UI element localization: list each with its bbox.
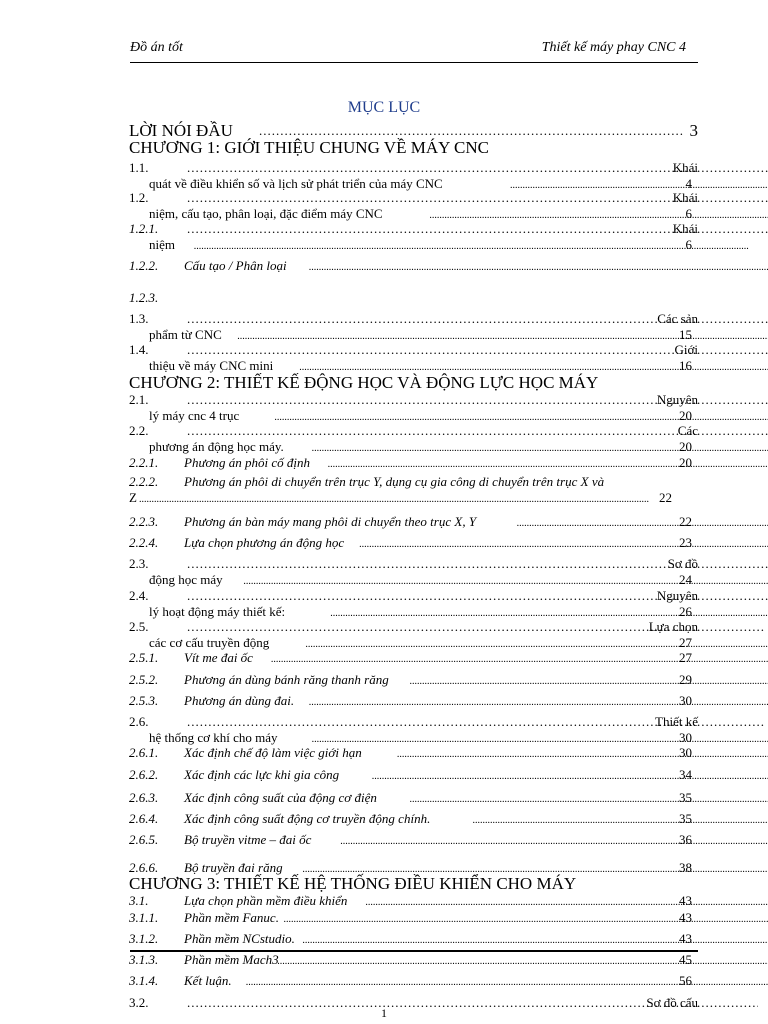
entry-text: Phương án dùng đai. (184, 693, 295, 708)
dot-leader (299, 360, 768, 376)
page-ref: 30 (679, 745, 692, 760)
toc-title: MỤC LỤC (347, 99, 421, 116)
entry-number: 1.2.2. (129, 258, 159, 273)
entry-text: lý máy cnc 4 trục (149, 408, 240, 423)
page-ref: 16 (679, 358, 692, 373)
entry-text: Lựa chọn phần mềm điều khiển (184, 893, 348, 908)
entry-number: 1.2.3. (129, 290, 159, 305)
entry-number: 2.4. (129, 588, 149, 603)
page-ref: 6 (685, 206, 692, 221)
header-left: Đồ án tốt (130, 40, 183, 55)
page-ref: 30 (679, 693, 692, 708)
page-ref: 43 (679, 893, 692, 908)
entry-number: 1.4. (129, 342, 149, 357)
entry-text: Phương án phôi di chuyển trên trục Y, dụng cụ gia công di chuyển trên trục X và (184, 474, 605, 489)
entry-heading: Sơ đồ cấu (646, 995, 698, 1010)
entry-number: 2.6. (129, 714, 149, 729)
page-ref: 27 (679, 635, 692, 650)
chapter-title: CHƯƠNG 1: GIỚI THIỆU CHUNG VỀ MÁY CNC (129, 138, 489, 157)
dot-leader (365, 895, 768, 911)
page-ref: 20 (679, 408, 692, 423)
entry-number: 3.1.1. (129, 910, 159, 925)
dot-leader (271, 652, 768, 668)
dot-leader (302, 933, 768, 949)
entry-heading: Nguyên (656, 588, 698, 603)
entry-number: 2.5.2. (129, 672, 159, 687)
dot-leader (359, 537, 768, 553)
entry-number: 1.3. (129, 311, 149, 326)
page-ref: 29 (679, 672, 692, 687)
entry-text: phẩm từ CNC (149, 327, 222, 342)
entry-text: Bộ truyền vitme – đai ốc (184, 832, 312, 847)
page-ref: 20 (679, 455, 692, 470)
dot-leader (397, 747, 768, 763)
entry-heading: Nguyên (656, 392, 698, 407)
page-ref: 34 (679, 767, 692, 782)
entry-heading: Khái (672, 190, 698, 205)
chapter-title: CHƯƠNG 3: THIẾT KẾ HỆ THỐNG ĐIỀU KHIỂN CHO MÁY (129, 874, 577, 893)
page-ref: 27 (679, 650, 692, 665)
entry-text: động học máy (149, 572, 223, 587)
page-ref: 6 (685, 237, 692, 252)
dot-leader (305, 637, 768, 653)
entry-number: 2.6.2. (129, 767, 159, 782)
entry-text-cont: Z (129, 490, 137, 505)
entry-text: Bộ truyền đai răng (184, 860, 283, 875)
dot-leader (284, 912, 768, 928)
entry-number: 2.2. (129, 423, 149, 438)
entry-number: 2.3. (129, 556, 149, 571)
entry-text: Lựa chọn phương án động học (184, 535, 345, 550)
entry-heading: Giới (674, 342, 698, 357)
page-ref: 36 (679, 832, 692, 847)
page-ref: 56 (679, 973, 692, 988)
entry-heading: Thiết kế (655, 714, 698, 729)
entry-text: Xác định các lực khi gia công (184, 767, 340, 782)
entry-text: Phương án bàn máy mang phôi di chuyển theo trục X, Y (184, 514, 477, 529)
entry-text: Xác định chế độ làm việc giới hạn (184, 745, 362, 760)
page-ref: 24 (679, 572, 692, 587)
page-ref: 23 (679, 535, 692, 550)
entry-text: Xác định công suất của động cơ điện (184, 790, 377, 805)
entry-text: Cấu tạo / Phân loại (184, 258, 287, 273)
dot-leader (517, 516, 768, 532)
entry-text: hệ thống cơ khí cho máy (149, 730, 278, 745)
dot-leader (372, 769, 768, 785)
entry-text: Phương án dùng bánh răng thanh răng (184, 672, 389, 687)
entry-text: các cơ cấu truyền động (149, 635, 270, 650)
entry-text: quát về điều khiển số và lịch sử phát triển của máy CNC (149, 176, 443, 191)
entry-text: lý hoạt động máy thiết kế: (149, 604, 286, 619)
entry-text: Vít me đai ốc (184, 650, 253, 665)
entry-number: 2.5. (129, 619, 149, 634)
dot-leader (309, 260, 768, 276)
page-ref: 38 (679, 860, 692, 875)
entry-number: 3.1.3. (129, 952, 159, 967)
page-ref: 22 (679, 514, 692, 529)
page-ref: 43 (679, 910, 692, 925)
page-header (130, 38, 698, 63)
page-ref: 43 (679, 931, 692, 946)
page-ref: 26 (679, 604, 692, 619)
entry-text: Xác định công suất động cơ truyền động chính. (184, 811, 431, 826)
entry-heading: Các (677, 423, 698, 438)
dot-leader (194, 239, 768, 255)
page-ref: 3 (689, 121, 698, 140)
entry-text: Phần mềm Fanuc. (184, 910, 279, 925)
page-ref: 45 (679, 952, 692, 967)
entry-number: 3.1.2. (129, 931, 159, 946)
entry-number: 3.2. (129, 995, 149, 1010)
dot-leader (328, 457, 768, 473)
entry-text: Phương án phôi cố định (184, 455, 310, 470)
entry-number: 2.2.1. (129, 455, 159, 470)
entry-heading: Các sản (657, 311, 698, 326)
dot-leader (312, 732, 768, 748)
entry-number: 1.1. (129, 160, 149, 175)
entry-text: thiệu về máy CNC mini (149, 358, 274, 373)
entry-number: 1.2.1. (129, 221, 159, 236)
entry-number: 2.5.3. (129, 693, 159, 708)
entry-number: 2.6.3. (129, 790, 159, 805)
page-ref: 4 (685, 176, 692, 191)
page-ref: 15 (679, 327, 692, 342)
entry-number: 2.6.4. (129, 811, 159, 826)
entry-number: 3.1. (129, 893, 149, 908)
chapter-title: CHƯƠNG 2: THIẾT KẾ ĐỘNG HỌC VÀ ĐỘNG LỰC HỌC MÁY (129, 373, 599, 392)
page-ref: 20 (679, 439, 692, 454)
dot-leader (309, 695, 768, 711)
entry-number: 2.2.2. (129, 474, 159, 489)
entry-text: phương án động học máy. (149, 439, 284, 454)
entry-text: Phần mềm NCstudio. (184, 931, 295, 946)
entry-heading: Lựa chọn (648, 619, 698, 634)
page-ref: 35 (679, 811, 692, 826)
header-right: Thiết kế máy phay CNC 4 (541, 40, 686, 55)
entry-number: 3.1.4. (129, 973, 159, 988)
page-ref: 30 (679, 730, 692, 745)
entry-number: 2.6.6. (129, 860, 159, 875)
entry-text: Phần mềm Mach3 (184, 952, 279, 967)
dot-leader (139, 492, 649, 508)
page-number: 1 (381, 1006, 387, 1020)
dot-leader (340, 834, 768, 850)
entry-number: 2.6.1. (129, 745, 159, 760)
page-ref: 35 (679, 790, 692, 805)
intro-title: LỜI NÓI ĐẦU (129, 121, 233, 140)
entry-text: niệm, cấu tạo, phân loại, đặc điểm máy CNC (149, 206, 383, 221)
entry-text: niệm (149, 237, 175, 252)
entry-heading: Sơ đồ (667, 556, 698, 571)
bottom-rule (130, 950, 698, 952)
page-ref: 22 (659, 490, 672, 505)
dot-leader (410, 674, 768, 690)
dot-leader (473, 813, 768, 829)
dot-leader (312, 441, 768, 457)
entry-number: 2.6.5. (129, 832, 159, 847)
entry-heading: Khái (672, 160, 698, 175)
dot-leader (410, 792, 768, 808)
dot-leader (277, 954, 768, 970)
entry-number: 2.5.1. (129, 650, 159, 665)
entry-number: 2.2.4. (129, 535, 159, 550)
entry-number: 2.2.3. (129, 514, 159, 529)
dot-leader (302, 862, 768, 878)
entry-number: 2.1. (129, 392, 149, 407)
entry-number: 1.2. (129, 190, 149, 205)
entry-heading: Khái (672, 221, 698, 236)
entry-text: Kết luận. (184, 973, 232, 988)
